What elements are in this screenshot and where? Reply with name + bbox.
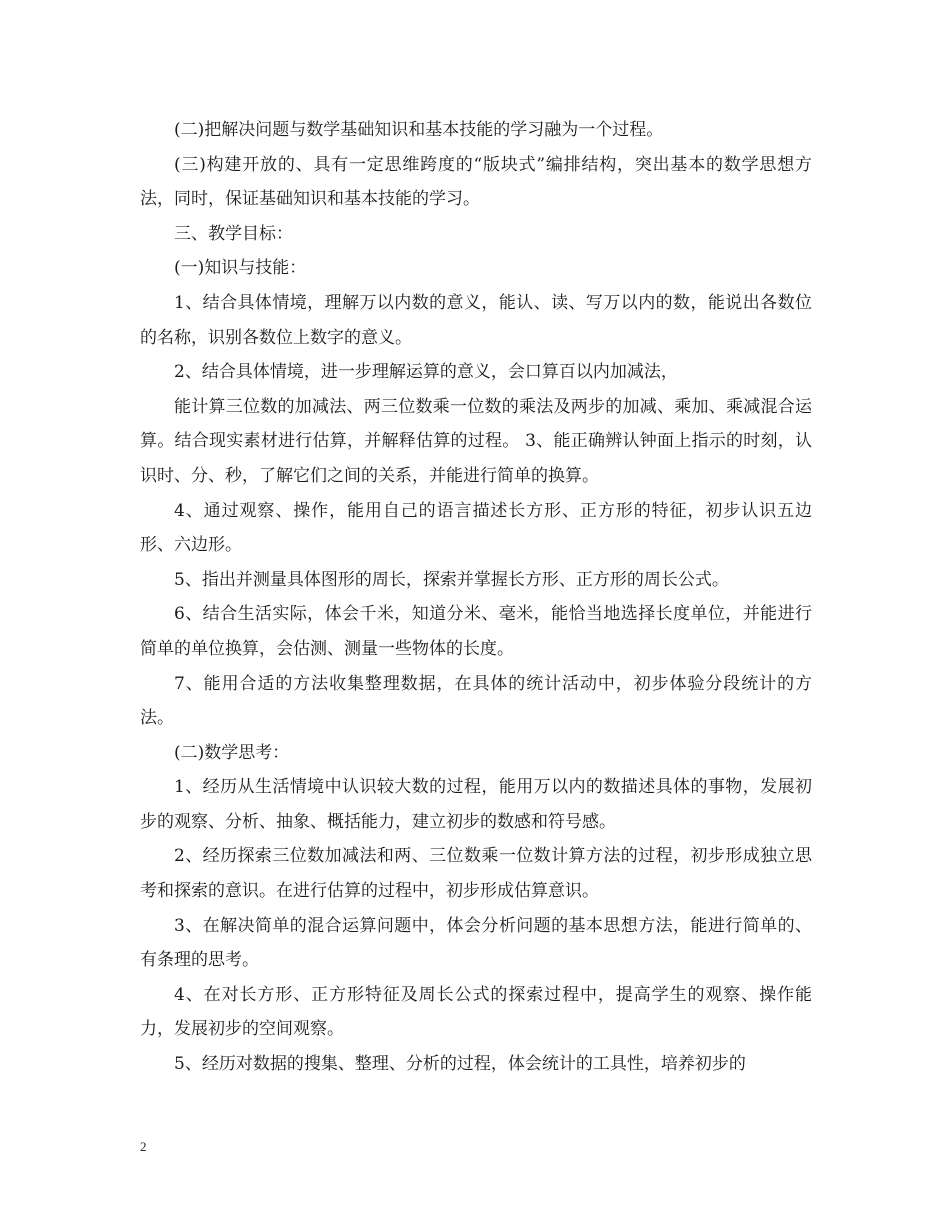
subsection-heading: (二)数学思考： [174, 742, 290, 763]
paragraph: (二)把解决问题与数学基础知识和基本技能的学习融为一个过程。 [174, 120, 664, 140]
list-item: 4、在对长方形、正方形特征及周长公式的探索过程中，提高学生的观察、操作能力，发展初步的空间观察。 [140, 984, 812, 1040]
list-item: 1、结合具体情境，理解万以内数的意义，能认、读、写万以内的数，能说出各数位的名称，识别各数位上数字的意义。 [140, 292, 812, 348]
list-item: 5、经历对数据的搜集、整理、分析的过程，体会统计的工具性，培养初步的 [174, 1054, 746, 1075]
list-item: 1、经历从生活情境中认识较大数的过程，能用万以内的数描述具体的事物，发展初步的观察、分析、抽象、概括能力，建立初步的数感和符号感。 [140, 777, 812, 832]
paragraph: 能计算三位数的加减法、两三位数乘一位数的乘法及两步的加减、乘加、乘减混合运算。结合现实素材进行估算，并解释估算的过程。 3、能正确辨认钟面上指示的时刻，认识时、分、秒，了解它们之间的关系，并能进行简单的换算。 [140, 396, 812, 486]
list-item: 7、能用合适的方法收集整理数据，在具体的统计活动中，初步体验分段统计的方法。 [140, 673, 812, 729]
section-heading: 三、教学目标： [174, 223, 293, 244]
paragraph: (三)构建开放的、具有一定思维跨度的“版块式”编排结构，突出基本的数学思想方法，同时，保证基础知识和基本技能的学习。 [140, 154, 812, 210]
list-item: 2、经历探索三位数加减法和两、三位数乘一位数计算方法的过程，初步形成独立思考和探索的意识。在进行估算的过程中，初步形成估算意识。 [140, 846, 812, 902]
body-text [140, 113, 812, 1082]
list-item: 2、结合具体情境，进一步理解运算的意义，会口算百以内加减法， [174, 362, 678, 383]
list-item: 3、在解决简单的混合运算问题中，体会分析问题的基本思想方法，能进行简单的、有条理的思考。 [140, 915, 812, 971]
list-item: 5、指出并测量具体图形的周长，探索并掌握长方形、正方形的周长公式。 [174, 569, 729, 590]
list-item: 6、结合生活实际，体会千米，知道分米、毫米，能恰当地选择长度单位，并能进行简单的单位换算，会估测、测量一些物体的长度。 [140, 604, 812, 659]
list-item: 4、通过观察、操作，能用自己的语言描述长方形、正方形的特征，初步认识五边形、六边形。 [140, 500, 812, 556]
subsection-heading: (一)知识与技能： [174, 258, 307, 279]
page-number: 2 [140, 1139, 147, 1154]
